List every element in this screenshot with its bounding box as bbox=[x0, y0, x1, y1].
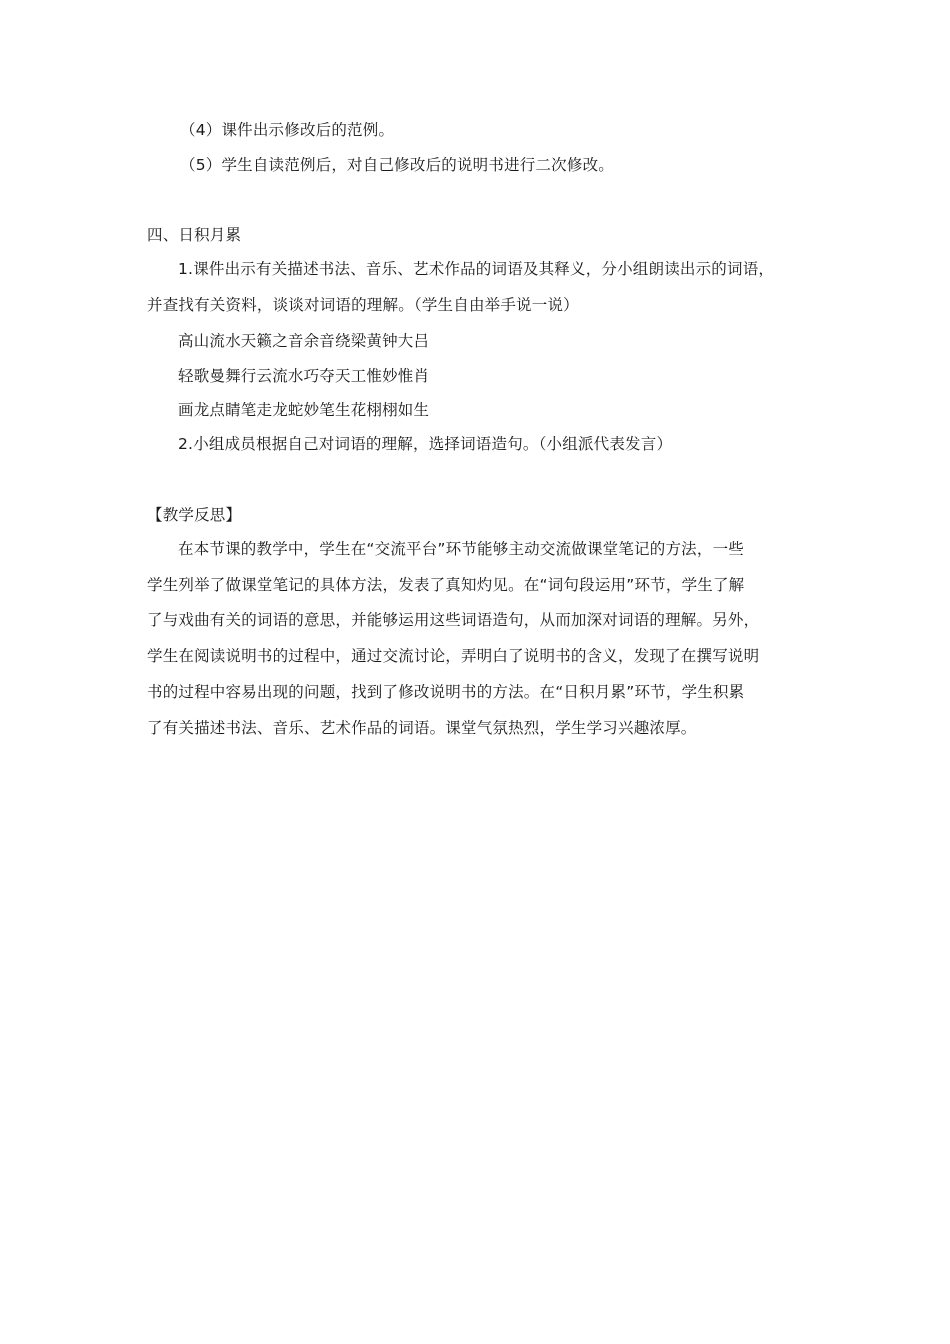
accumulation-item-1-line-2: 并查找有关资料，谈谈对词语的理解。（学生自由举手说一说） bbox=[147, 296, 579, 314]
word-list-row-2: 轻歌曼舞行云流水巧夺天工惟妙惟肖 bbox=[178, 367, 430, 385]
accumulation-item-1-line-1: 1.课件出示有关描述书法、音乐、艺术作品的词语及其释义，分小组朗读出示的词语， bbox=[178, 260, 775, 278]
step-4-text: （4）课件出示修改后的范例。 bbox=[180, 121, 395, 139]
section-heading-reflection: 【教学反思】 bbox=[147, 506, 242, 524]
reflection-line-1: 在本节课的教学中，学生在“交流平台”环节能够主动交流做课堂笔记的方法，一些 bbox=[178, 540, 744, 558]
reflection-line-4: 学生在阅读说明书的过程中，通过交流讨论，弄明白了说明书的含义，发现了在撰写说明 bbox=[147, 647, 760, 665]
reflection-line-2: 学生列举了做课堂笔记的具体方法，发表了真知灼见。在“词句段运用”环节，学生了解 bbox=[147, 576, 745, 594]
accumulation-item-2: 2.小组成员根据自己对词语的理解，选择词语造句。（小组派代表发言） bbox=[178, 435, 673, 453]
reflection-line-3: 了与戏曲有关的词语的意思，并能够运用这些词语造句，从而加深对词语的理解。另外， bbox=[147, 611, 760, 629]
step-5-text: （5）学生自读范例后，对自己修改后的说明书进行二次修改。 bbox=[180, 156, 614, 174]
word-list-row-3: 画龙点睛笔走龙蛇妙笔生花栩栩如生 bbox=[178, 401, 430, 419]
reflection-line-6: 了有关描述书法、音乐、艺术作品的词语。课堂气氛热烈，学生学习兴趣浓厚。 bbox=[147, 719, 697, 737]
section-heading-accumulation: 四、日积月累 bbox=[147, 226, 242, 244]
reflection-line-5: 书的过程中容易出现的问题，找到了修改说明书的方法。在“日积月累”环节，学生积累 bbox=[147, 683, 745, 701]
word-list-row-1: 高山流水天籁之音余音绕梁黄钟大吕 bbox=[178, 332, 430, 350]
